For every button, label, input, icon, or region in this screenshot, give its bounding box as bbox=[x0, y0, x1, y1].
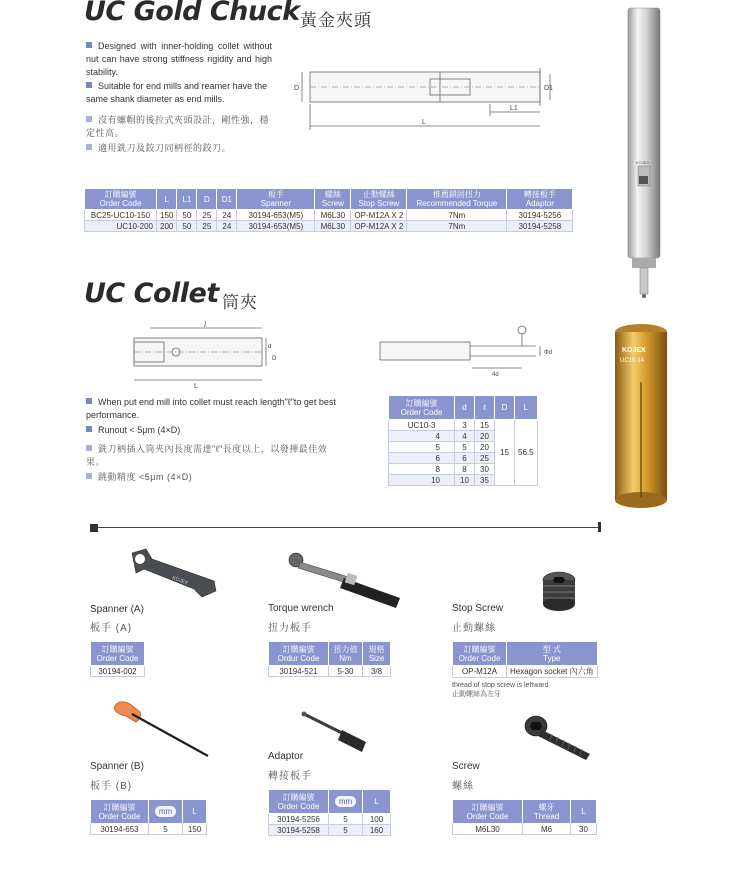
stop-screw-table-wrap bbox=[452, 641, 598, 699]
spanner-a-name: Spanner (A) bbox=[90, 604, 144, 615]
stop-screw-note-cn: 止動螺絲為左牙 bbox=[452, 691, 501, 698]
stop-screw-note-en: thread of stop screw is leftward bbox=[452, 682, 549, 689]
torque-wrench-name: Torque wrench bbox=[268, 603, 334, 614]
bullet-cn-1: 銑刀柄插入筒夾內長度需達"ℓ"長度以上，以發揮最佳效果。 bbox=[86, 444, 328, 467]
th-size: 規格 Size bbox=[363, 642, 391, 666]
spanner-b-name: Spanner (B) bbox=[90, 761, 144, 772]
collet-L-value: 56.5 bbox=[515, 420, 538, 486]
gold-chuck-diagram bbox=[290, 60, 562, 140]
gold-chuck-title: UC Gold Chuck bbox=[84, 0, 300, 27]
dim-D-label: D bbox=[294, 85, 300, 92]
collet-photo bbox=[608, 322, 674, 510]
table-row: UC10-200 200 50 25 24 30194-653(M5) M6L30 OP-M12A X 2 7Nm 30194-5258 bbox=[85, 221, 573, 232]
torque-wrench-table-wrap bbox=[268, 641, 391, 677]
bullet-en-1: When put end mill into collet must reach length"ℓ"to get best performance. bbox=[86, 397, 336, 420]
dim-L1-label: L1 bbox=[510, 105, 518, 112]
adaptor-name-cn: 轉接板手 bbox=[268, 771, 312, 782]
th-torque: 推薦鎖固扭力 Recommended Torque bbox=[407, 189, 507, 210]
dim-D-label: D bbox=[272, 356, 277, 362]
collet-diagram bbox=[120, 320, 280, 390]
table-row: 5 5 20 bbox=[389, 442, 538, 453]
th-adaptor: 轉接板手 Adaptor bbox=[507, 189, 573, 210]
bullet-en-2: Runout < 5μm (4×D) bbox=[86, 424, 342, 437]
table-row: 6 6 25 bbox=[389, 453, 538, 464]
bullet-cn-2: 跳動精度 <5μm (4×D) bbox=[86, 471, 342, 484]
th-order-code: 訂購編號 Order Code bbox=[453, 800, 523, 824]
bullet-cn-2: 適用銑刀及鉸刀同柄徑的鉸刀。 bbox=[86, 142, 272, 155]
th-order-code: 訂購編號 Order Code bbox=[389, 396, 455, 420]
th-order-code: 訂購編號 Order Code bbox=[453, 642, 507, 666]
collet-table-wrap bbox=[388, 395, 538, 486]
bullet-en-2: Suitable for end mills and reamer have the same shank diameter as end mills. bbox=[86, 81, 268, 104]
spanner-b-table bbox=[90, 799, 207, 835]
screw-name: Screw bbox=[452, 761, 480, 772]
th-d: d bbox=[455, 396, 475, 420]
collet-title-cn: 筒夾 bbox=[222, 293, 258, 313]
bullet-square-icon bbox=[86, 144, 92, 150]
spanner-b-photo bbox=[108, 696, 214, 762]
table-row: OP-M12A Hexagon socket 內六角 bbox=[453, 666, 598, 678]
th-L: L bbox=[157, 189, 177, 210]
th-order-code: 訂購編號 Order Code bbox=[91, 800, 149, 824]
table-row: 8 8 30 bbox=[389, 464, 538, 475]
bullet-square-icon bbox=[86, 445, 92, 451]
table-row: 30194-5258 5 160 bbox=[269, 825, 391, 836]
bullet-square-icon bbox=[86, 42, 92, 48]
collet-bullets bbox=[86, 396, 342, 484]
bullet-cn-1: 沒有螺帽的後拉式夾頭設計，剛性強，穩定性高。 bbox=[86, 115, 270, 138]
th-L1: L1 bbox=[177, 189, 197, 210]
th-order-code: 訂購編號 Order Code bbox=[91, 642, 145, 666]
th-mm: mm bbox=[329, 790, 363, 814]
th-L: L bbox=[515, 396, 538, 420]
table-row: M6L30 M6 30 bbox=[453, 824, 597, 835]
table-row: 4 4 20 bbox=[389, 431, 538, 442]
th-L: L bbox=[363, 790, 391, 814]
adaptor-table-wrap bbox=[268, 789, 391, 836]
gold-chuck-bullets bbox=[86, 40, 272, 155]
stop-screw-name-cn: 止動螺絲 bbox=[452, 623, 496, 634]
gold-chuck-title-cn: 黃金夾頭 bbox=[300, 11, 372, 31]
th-thread: 螺牙 Thread bbox=[523, 800, 571, 824]
stop-screw-photo bbox=[534, 568, 584, 616]
th-order-code: 訂購編號 Ordur Code bbox=[269, 642, 329, 666]
bullet-square-icon bbox=[86, 426, 92, 432]
bullet-square-icon bbox=[86, 116, 92, 122]
chuck-photo-brand: KOJEX bbox=[636, 160, 650, 165]
divider-start-marker bbox=[90, 524, 98, 532]
runout-diagram bbox=[376, 320, 566, 380]
gold-chuck-table bbox=[84, 188, 573, 232]
gold-chuck-photo bbox=[618, 6, 678, 298]
th-stop-screw: 止動螺絲 Stop Screw bbox=[351, 189, 407, 210]
screw-table-wrap bbox=[452, 799, 597, 835]
spanner-a-table-wrap bbox=[90, 641, 145, 677]
bullet-en-1: Designed with inner-holding collet without nut can have strong stiffness rigidity and high stability. bbox=[86, 41, 272, 77]
spanner-a-table bbox=[90, 641, 145, 677]
th-mm: mm bbox=[149, 800, 183, 824]
spanner-b-table-wrap bbox=[90, 799, 207, 835]
screw-photo bbox=[522, 712, 594, 760]
divider-end-marker bbox=[598, 522, 601, 532]
dim-4d-label: 4d bbox=[492, 372, 499, 378]
collet-photo-brand: KOJEX bbox=[622, 347, 646, 354]
stop-screw-name: Stop Screw bbox=[452, 603, 504, 614]
bullet-square-icon bbox=[86, 398, 92, 404]
bullet-square-icon bbox=[86, 82, 92, 88]
th-L: L bbox=[183, 800, 207, 824]
th-l: ℓ bbox=[475, 396, 495, 420]
th-order-code: 訂購編號 Order Code bbox=[85, 189, 157, 210]
bullet-square-icon bbox=[86, 473, 92, 479]
collet-photo-code: UC10-14 bbox=[620, 358, 645, 364]
th-D: D bbox=[495, 396, 515, 420]
screw-table bbox=[452, 799, 597, 835]
torque-wrench-photo bbox=[282, 548, 404, 610]
gold-chuck-table-wrap bbox=[84, 188, 573, 232]
table-row: UC10-3 3 15 15 56.5 bbox=[389, 420, 538, 431]
collet-table bbox=[388, 395, 538, 486]
th-torque-value: 扭力值 Nm bbox=[329, 642, 363, 666]
dim-d-label: d bbox=[268, 344, 272, 350]
collet-title: UC Collet bbox=[84, 278, 219, 309]
stop-screw-table bbox=[452, 641, 598, 678]
th-screw: 螺絲 Screw bbox=[315, 189, 351, 210]
dim-L-label: L bbox=[422, 119, 426, 126]
dim-phi-d-label: Φd bbox=[544, 350, 553, 356]
section-divider bbox=[98, 527, 600, 528]
spanner-a-brand: KOJEX bbox=[171, 575, 189, 587]
dim-D1-label: D1 bbox=[544, 85, 553, 92]
collet-D-value: 15 bbox=[495, 420, 515, 486]
table-row: 30194-5256 5 100 bbox=[269, 814, 391, 825]
adaptor-name: Adaptor bbox=[268, 751, 304, 762]
th-D: D bbox=[197, 189, 217, 210]
th-type: 型 式 Type bbox=[507, 642, 598, 666]
th-D1: D1 bbox=[217, 189, 237, 210]
dim-L-label: L bbox=[194, 383, 198, 390]
adaptor-table bbox=[268, 789, 391, 836]
th-L: L bbox=[571, 800, 597, 824]
table-row: 30194-653 5 150 bbox=[91, 824, 207, 835]
adaptor-photo bbox=[298, 708, 374, 754]
spanner-b-name-cn: 板手 (B) bbox=[90, 781, 133, 792]
screw-name-cn: 螺絲 bbox=[452, 781, 474, 792]
torque-wrench-name-cn: 扭力板手 bbox=[268, 623, 312, 634]
spanner-a-name-cn: 板手 (A) bbox=[90, 623, 133, 634]
table-row: BC25-UC10-150 150 50 25 24 30194-653(M5) M6L30 OP-M12A X 2 7Nm 30194-5256 bbox=[85, 210, 573, 221]
th-spanner: 板手 Spanner bbox=[237, 189, 315, 210]
torque-wrench-table bbox=[268, 641, 391, 677]
dim-l-label: l bbox=[204, 321, 207, 329]
table-row: 30194-002 bbox=[91, 666, 145, 677]
th-order-code: 訂購編號 Order Code bbox=[269, 790, 329, 814]
table-row: 10 10 35 bbox=[389, 475, 538, 486]
spanner-a-photo bbox=[124, 545, 224, 605]
table-row: 30194-521 5-30 3/8 bbox=[269, 666, 391, 677]
